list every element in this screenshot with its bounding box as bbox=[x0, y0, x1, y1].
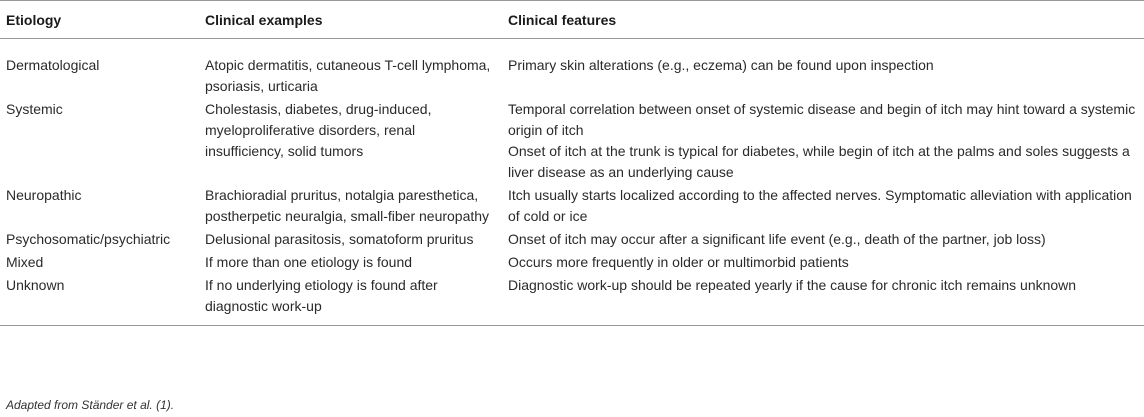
feature-text: Itch usually starts localized according to the affected nerves. Symptomatic alleviation with application of cold or ice bbox=[508, 187, 1132, 224]
table-row bbox=[0, 39, 1144, 100]
cell-examples: Delusional parasitosis, somatoform pruritus bbox=[205, 231, 474, 247]
table-row bbox=[0, 229, 1144, 252]
table-header bbox=[0, 1, 1144, 39]
cell-etiology: Neuropathic bbox=[6, 187, 82, 203]
cell-etiology: Dermatological bbox=[6, 57, 100, 73]
cell-examples: If no underlying etiology is found after diagnostic work-up bbox=[199, 275, 502, 326]
table-row bbox=[0, 185, 1144, 229]
table-row bbox=[0, 275, 1144, 326]
feature-text: Primary skin alterations (e.g., eczema) can be found upon inspection bbox=[508, 57, 934, 73]
table-row bbox=[0, 252, 1144, 275]
header-clinical-examples: Clinical examples bbox=[199, 1, 502, 39]
cell-features bbox=[502, 99, 1144, 185]
feature-text: Temporal correlation between onset of systemic disease and begin of itch may hint toward a systemic origin of itch bbox=[508, 101, 1136, 138]
table-footnote: Adapted from Ständer et al. (1). bbox=[6, 398, 175, 412]
table-row bbox=[0, 99, 1144, 185]
cell-examples: If more than one etiology is found bbox=[205, 254, 413, 270]
cell-etiology: Mixed bbox=[6, 254, 44, 270]
cell-etiology: Systemic bbox=[6, 101, 63, 117]
table-body bbox=[0, 39, 1144, 326]
cell-examples: Atopic dermatitis, cutaneous T-cell lymphoma, psoriasis, urticaria bbox=[205, 57, 491, 94]
cell-features bbox=[502, 275, 1144, 326]
cell-examples: Cholestasis, diabetes, drug-induced, myeloproliferative disorders, renal insufficiency, solid tumors bbox=[205, 101, 432, 159]
cell-examples: Brachioradial pruritus, notalgia paresthetica, postherpetic neuralgia, small-fiber neuropathy bbox=[205, 187, 490, 224]
feature-text: Diagnostic work-up should be repeated yearly if the cause for chronic itch remains unknown bbox=[508, 277, 1077, 293]
feature-text: Onset of itch at the trunk is typical for diabetes, while begin of itch at the palms and soles suggests a liver disease as an underlying cause bbox=[508, 143, 1130, 180]
feature-text: Onset of itch may occur after a significant life event (e.g., death of the partner, job loss) bbox=[508, 231, 1046, 247]
cell-features bbox=[502, 39, 1144, 100]
feature-text: Occurs more frequently in older or multimorbid patients bbox=[508, 254, 849, 270]
cell-features bbox=[502, 185, 1144, 229]
cell-etiology: Psychosomatic/psychiatric bbox=[6, 231, 171, 247]
cell-features bbox=[502, 229, 1144, 252]
cell-etiology: Unknown bbox=[0, 275, 199, 326]
header-clinical-features: Clinical features bbox=[502, 1, 1144, 39]
cell-features bbox=[502, 252, 1144, 275]
header-etiology: Etiology bbox=[0, 1, 199, 39]
header-row bbox=[0, 1, 1144, 39]
